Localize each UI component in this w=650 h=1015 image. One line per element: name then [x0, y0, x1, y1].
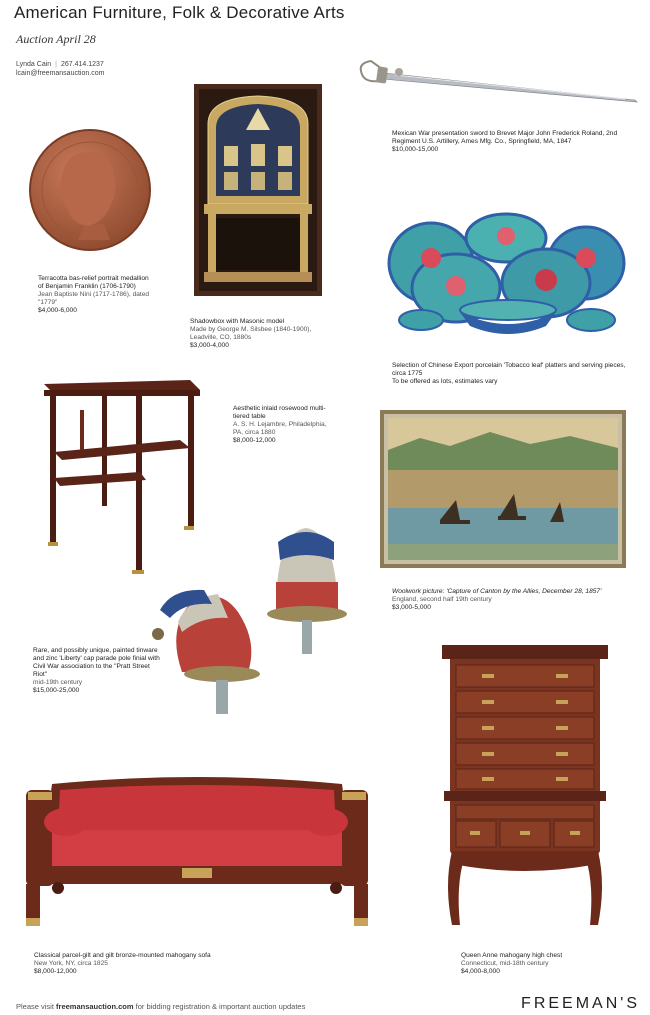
lot-title: Rare, and possibly unique, painted tinware and zinc 'Liberty' cap parade pole finial with Civil War association to the "Pratt Street Riot" [33, 647, 160, 679]
woolwork-image [380, 410, 626, 568]
contact-block [16, 60, 104, 78]
lot-detail: Connecticut, mid-18th century [461, 960, 549, 968]
liberty-cap-image [148, 522, 358, 722]
lot-title: Queen Anne mahogany high chest [461, 952, 563, 959]
lot-detail: To be offered as lots, estimates vary [392, 378, 498, 386]
lot-caption-woolwork [392, 588, 642, 612]
contact-separator: | [55, 61, 57, 68]
footer-prefix: Please visit [16, 1002, 54, 1011]
contact-email[interactable]: lcain@freemansauction.com [16, 70, 105, 77]
footer-suffix: for bidding registration & important auction updates [135, 1002, 306, 1011]
porcelain-image [386, 208, 626, 338]
lot-caption-sofa [34, 952, 274, 976]
footer-note [16, 1002, 305, 1011]
lot-caption-high-chest [461, 952, 621, 976]
lot-detail: A. S. H. Lejambre, Philadelphia, PA, circa 1880 [233, 421, 327, 437]
lot-title: Selection of Chinese Export porcelain 'Tobacco leaf' platters and serving pieces, circa 1775 [392, 362, 626, 378]
high-chest-image [442, 645, 617, 930]
brand-logo: FREEMAN'S [521, 995, 640, 1012]
lot-estimate: $10,000-15,000 [392, 146, 439, 154]
sword-image [355, 55, 645, 115]
lot-estimate: $8,000-12,000 [233, 437, 276, 445]
lot-caption-medallion [38, 275, 153, 315]
lot-estimate: $8,000-12,000 [34, 968, 77, 976]
lot-caption-table [233, 405, 328, 445]
lot-title: Shadowbox with Masonic model [190, 318, 285, 325]
lot-detail: England, second half 19th century [392, 596, 492, 604]
lot-estimate: $4,000-6,000 [38, 307, 77, 315]
lot-estimate: $4,000-8,000 [461, 968, 500, 976]
lot-detail: New York, NY, circa 1825 [34, 960, 108, 968]
lot-title: Terracotta bas-relief portrait medallion of Benjamin Franklin (1706-1790) [38, 275, 149, 291]
contact-name: Lynda Cain [16, 61, 52, 68]
lot-title: Woolwork picture: 'Capture of Canton by the Allies, December 28, 1857' [392, 588, 602, 595]
footer-site-link[interactable]: freemansauction.com [56, 1002, 134, 1011]
lot-title: Aesthetic inlaid rosewood multi-tiered table [233, 405, 326, 421]
auction-date: Auction April 28 [16, 32, 96, 46]
shadowbox-image [194, 84, 322, 296]
lot-detail: Jean Baptiste Nini (1717-1786), dated "1779" [38, 291, 150, 307]
lot-title: Classical parcel-gilt and gilt bronze-mounted mahogany sofa [34, 952, 211, 959]
lot-estimate: $15,000-25,000 [33, 687, 80, 695]
lot-detail: Made by George M. Silsbee (1840-1900), Leadville, CO, 1880s [190, 326, 312, 342]
lot-estimate: $3,000-5,000 [392, 604, 431, 612]
lot-caption-shadowbox [190, 318, 340, 350]
lot-caption-sword [392, 130, 642, 154]
lot-detail: mid-19th century [33, 679, 83, 687]
lot-title: Mexican War presentation sword to Brevet Major John Frederick Roland, 2nd Regiment U.S. Artillery, Ames Mfg. Co., Springfield, MA, 1847 [392, 130, 618, 146]
contact-phone[interactable]: 267.414.1237 [60, 61, 104, 68]
lot-caption-porcelain [392, 362, 637, 386]
page-title: American Furniture, Folk & Decorative Arts [14, 3, 345, 22]
medallion-image [28, 128, 152, 252]
lot-estimate: $3,000-4,000 [190, 342, 229, 350]
sofa-image [22, 770, 372, 930]
lot-caption-liberty-cap [33, 647, 161, 696]
